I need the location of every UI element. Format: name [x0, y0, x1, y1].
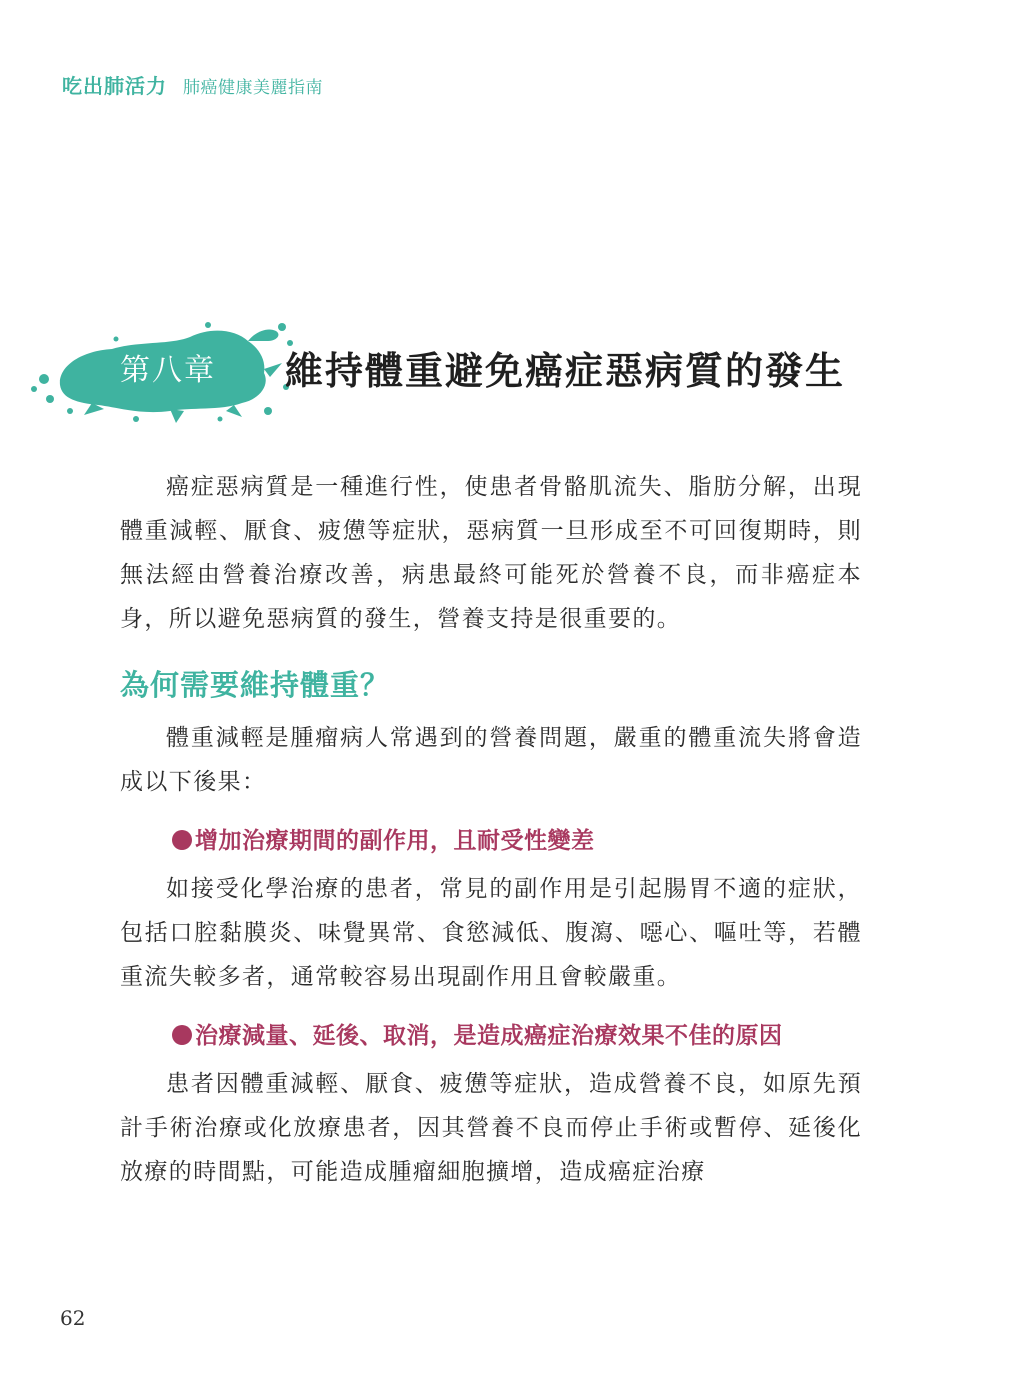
side-effects-paragraph: 如接受化學治療的患者，常見的副作用是引起腸胃不適的症狀，包括口腔黏膜炎、味覺異常、食慾減低、腹瀉、噁心、嘔吐等，若體重流失較多者，通常較容易出現副作用且會較嚴重。 — [120, 876, 862, 990]
bullet-heading-side-effects — [172, 822, 862, 855]
book-subtitle: 肺癌健康美麗指南 — [183, 78, 323, 98]
page-content — [120, 465, 862, 1194]
bullet-heading-treatment-reduction — [172, 1017, 862, 1050]
chapter-title: 維持體重避免癌症惡病質的發生 — [285, 349, 846, 393]
bullet-heading-text: 增加治療期間的副作用，且耐受性變差 — [195, 828, 595, 854]
page-number: 62 — [60, 1306, 86, 1330]
treatment-reduction-paragraph: 患者因體重減輕、厭食、疲憊等症狀，造成營養不良，如原先預計手術治療或化放療患者，因其營養不良而停止手術或暫停、延後化放療的時間點，可能造成腫瘤細胞擴增，造成癌症治療 — [120, 1071, 862, 1185]
chapter-heading — [20, 315, 900, 425]
section-heading: 為何需要維持體重？ — [120, 668, 391, 702]
bullet-heading-text: 治療減量、延後、取消，是造成癌症治療效果不佳的原因 — [195, 1023, 783, 1049]
book-title: 吃出肺活力 — [62, 74, 167, 98]
bullet-dot-icon — [172, 830, 192, 850]
section-intro-paragraph: 體重減輕是腫瘤病人常遇到的營養問題，嚴重的體重流失將會造成以下後果： — [120, 725, 862, 795]
running-header — [62, 70, 323, 99]
chapter-label: 第八章 — [120, 353, 216, 388]
intro-paragraph: 癌症惡病質是一種進行性，使患者骨骼肌流失、脂肪分解，出現體重減輕、厭食、疲憊等症狀，惡病質一旦形成至不可回復期時，則無法經由營養治療改善，病患最終可能死於營養不良，而非癌症本身，所以避免惡病質的發生，營養支持是很重要的。 — [120, 474, 862, 632]
bullet-dot-icon — [172, 1025, 192, 1045]
